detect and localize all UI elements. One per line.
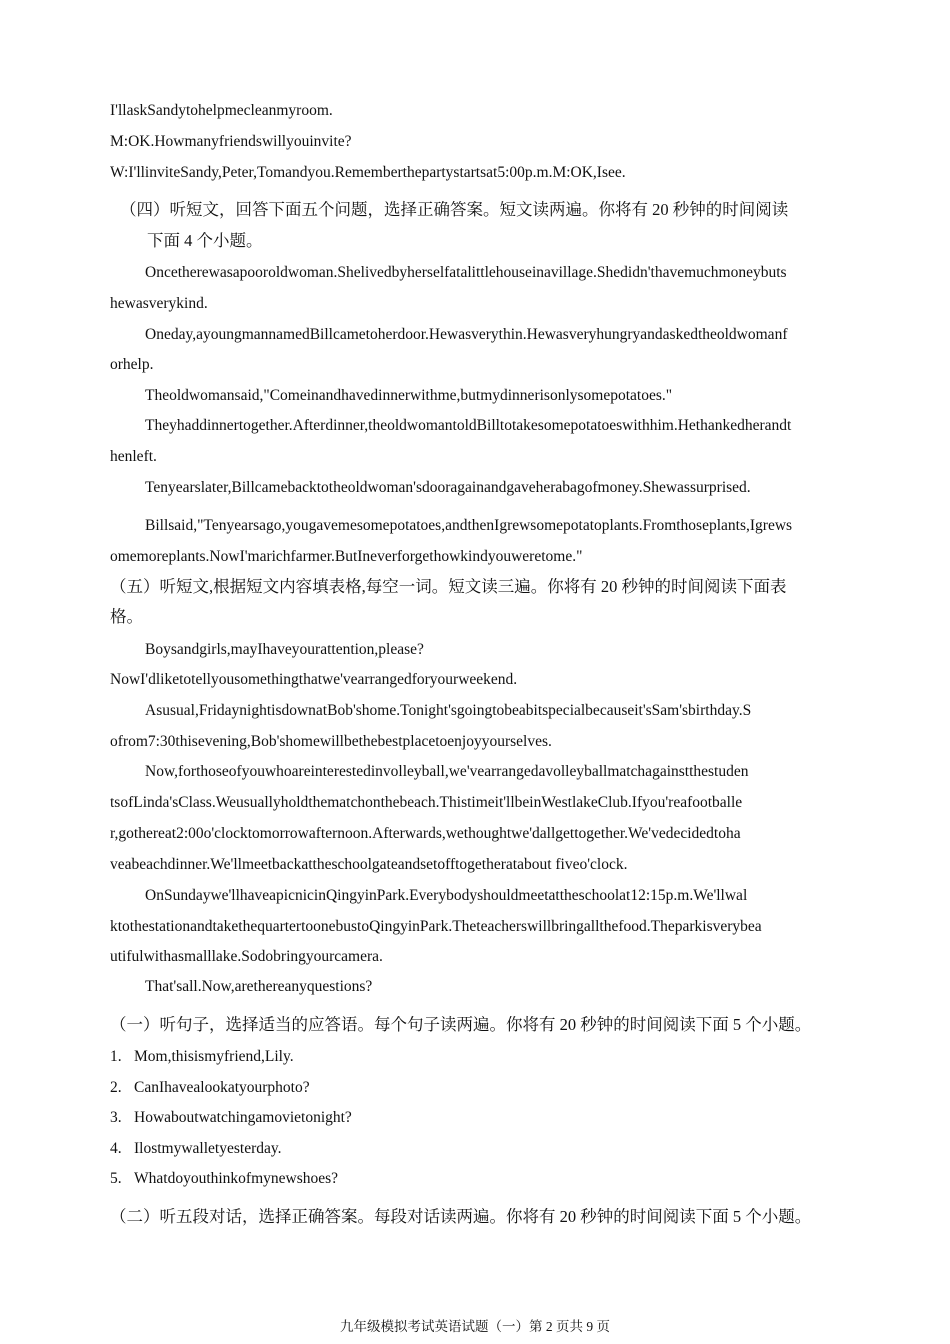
list-item — [110, 1047, 294, 1067]
section4-heading: （四）听短文，回答下面五个问题，选择正确答案。短文读两遍。你将有 20 秒钟的时间阅读 — [120, 200, 789, 219]
dialogue-line: W:I'llinviteSandy,Peter,Tomandyou.Rememberthepartystartsat5:00p.m.M:OK,Isee. — [110, 164, 626, 181]
item-number: 3. — [110, 1109, 122, 1126]
list-item — [110, 1169, 338, 1189]
passage-line: OnSundaywe'llhaveapicnicinQingyinPark.Everybodyshouldmeetattheschoolat12:15p.m.We'llwal — [145, 887, 748, 904]
item-number: 1. — [110, 1048, 122, 1065]
item-number: 4. — [110, 1140, 122, 1157]
item-text: Whatdoyouthinkofmynewshoes? — [134, 1170, 339, 1187]
passage-line: Boysandgirls,mayIhaveyourattention,please? — [145, 641, 424, 658]
passage-line: NowI'dliketotellyousomethingthatwe'vearrangedforyourweekend. — [110, 671, 518, 688]
passage-line: ktothestationandtakethequartertoonebustoQingyinPark.Theteacherswillbringallthefood.Theparkisverybea — [110, 918, 762, 935]
passage-line: tsofLinda'sClass.Weusuallyholdthematchonthebeach.Thistimeit'llbeinWestlakeClub.Ifyou'reafootballe — [110, 794, 743, 811]
passage-line: henleft. — [110, 448, 157, 465]
section2-heading: （二）听五段对话，选择正确答案。每段对话读两遍。你将有 20 秒钟的时间阅读下面 5 个小题。 — [110, 1207, 812, 1226]
page-footer: 九年级模拟考试英语试题（一）第 2 页共 9 页 — [340, 1319, 610, 1334]
passage-line: Oneday,ayoungmannamedBillcametoherdoor.Hewasverythin.Hewasveryhungryandaskedtheoldwomanf — [145, 326, 788, 343]
section5-heading: （五）听短文,根据短文内容填表格,每空一词。短文读三遍。你将有 20 秒钟的时间阅读下面表 — [110, 577, 787, 596]
item-text: Howaboutwatchingamovietonight? — [134, 1109, 352, 1126]
passage-line: r,gothereat2:00o'clocktomorrowafternoon.Afterwards,wethoughtwe'dallgettogether.We'vedecidedtoha — [110, 825, 741, 842]
passage-line: Tenyearslater,Billcamebacktotheoldwoman'sdooragainandgaveherabagofmoney.Shewassurprised. — [145, 479, 751, 496]
passage-line: That'sall.Now,arethereanyquestions? — [145, 978, 373, 995]
section4-heading-cont: 下面 4 个小题。 — [147, 231, 263, 250]
item-text: CanIhavealookatyourphoto? — [134, 1079, 310, 1096]
dialogue-line: I'llaskSandytohelpmecleanmyroom. — [110, 102, 333, 119]
list-item — [110, 1139, 282, 1159]
passage-line: veabeachdinner.We'llmeetbackattheschoolgateandsetofftogetheratabout fiveo'clock. — [110, 856, 628, 873]
item-number: 2. — [110, 1079, 122, 1096]
passage-line: Asusual,FridaynightisdownatBob'shome.Tonight'sgoingtobeabitspecialbecauseit'sSam'sbirthday.S — [145, 702, 752, 719]
dialogue-line: M:OK.Howmanyfriendswillyouinvite? — [110, 133, 352, 150]
passage-line: Oncetherewasapooroldwoman.Shelivedbyherselfatalittlehouseinavillage.Shedidn'thavemuchmoneybuts — [145, 264, 787, 281]
passage-line: omemoreplants.NowI'marichfarmer.ButIneverforgethowkindyouweretome." — [110, 548, 583, 565]
section5-heading-cont: 格。 — [110, 607, 143, 626]
passage-line: Theyhaddinnertogether.Afterdinner,theoldwomantoldBilltotakesomepotatoeswithhim.Hethankedherandt — [145, 417, 792, 434]
section1-heading: （一）听句子，选择适当的应答语。每个句子读两遍。你将有 20 秒钟的时间阅读下面 5 个小题。 — [110, 1015, 812, 1034]
passage-line: ofrom7:30thisevening,Bob'shomewillbethebestplacetoenjoyyourselves. — [110, 733, 552, 750]
passage-line: Now,forthoseofyouwhoareinterestedinvolleyball,we'vearrangedavolleyballmatchagainstthestuden — [145, 763, 749, 780]
item-text: Mom,thisismyfriend,Lily. — [134, 1048, 294, 1065]
passage-line: Billsaid,"Tenyearsago,yougavemesomepotatoes,andthenIgrewsomepotatoplants.Fromthoseplants,Igrews — [145, 517, 793, 534]
list-item — [110, 1108, 352, 1128]
item-number: 5. — [110, 1170, 122, 1187]
item-text: Ilostmywalletyesterday. — [134, 1140, 282, 1157]
passage-line: hewasverykind. — [110, 295, 208, 312]
passage-line: orhelp. — [110, 356, 154, 373]
passage-line: utifulwithasmalllake.Sodobringyourcamera. — [110, 948, 383, 965]
passage-line: Theoldwomansaid,"Comeinandhavedinnerwithme,butmydinnerisonlysomepotatoes." — [145, 387, 673, 404]
list-item — [110, 1078, 310, 1098]
